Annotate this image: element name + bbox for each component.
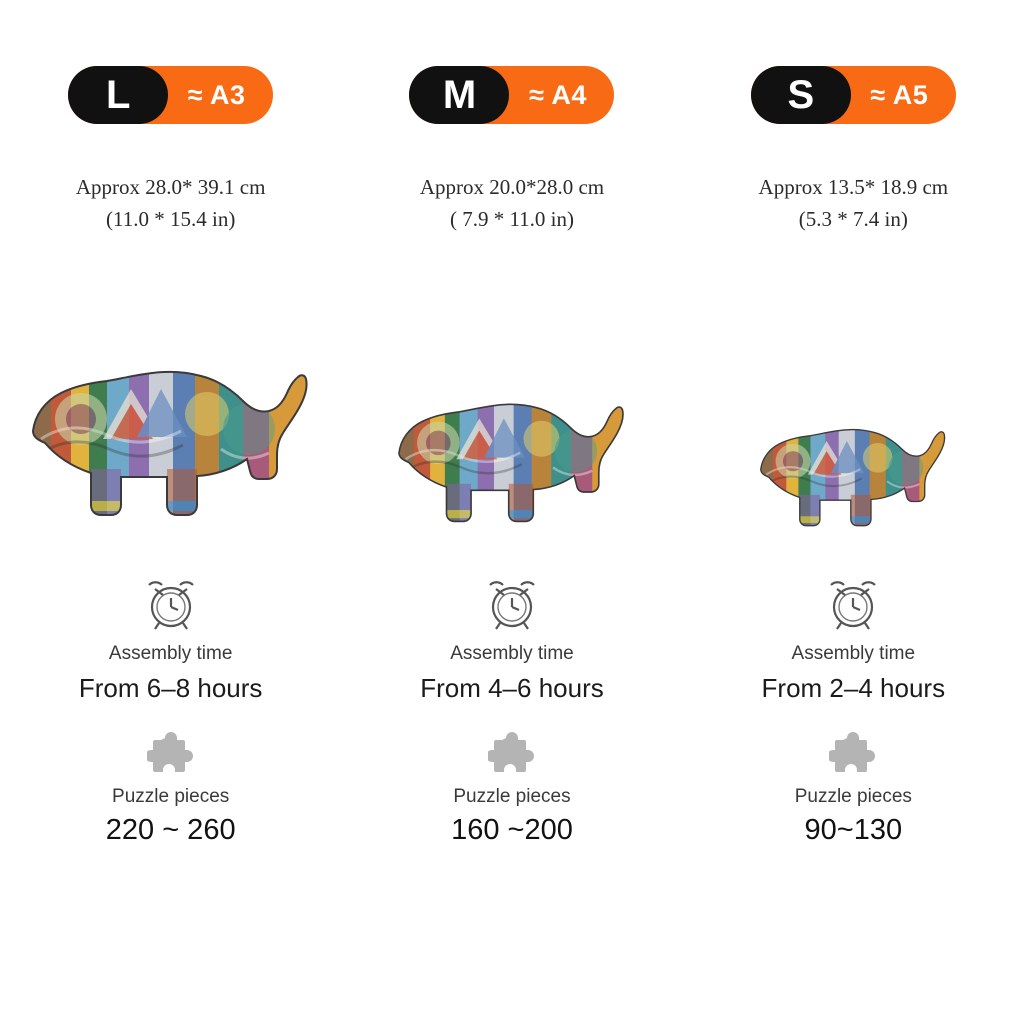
- size-column-medium: [341, 0, 682, 1024]
- alarm-clock-icon: [480, 571, 544, 633]
- alarm-clock-icon: [139, 571, 203, 633]
- paper-equivalent-medium: ≈ A4: [529, 79, 587, 110]
- dimensions-medium: [420, 172, 604, 235]
- alarm-clock-icon: [821, 571, 885, 633]
- badge-wrap-small: [751, 64, 956, 126]
- paper-equivalent-large: ≈ A3: [187, 79, 246, 110]
- assembly-label-large: Assembly time: [108, 643, 233, 664]
- size-badge-medium: [409, 66, 614, 124]
- pieces-value-large: 220 ~ 260: [105, 814, 236, 846]
- dimensions-cm-small: Approx 13.5* 18.9 cm: [758, 175, 949, 199]
- assembly-block-medium: [420, 571, 604, 704]
- puzzle-piece-icon: [147, 732, 195, 780]
- size-column-large: [0, 0, 341, 1024]
- dimensions-large: [76, 172, 266, 235]
- size-column-small: [683, 0, 1024, 1024]
- assembly-label-small: Assembly time: [791, 643, 916, 664]
- dimensions-in-large: (11.0 * 15.4 in): [106, 206, 236, 231]
- assembly-block-small: [762, 571, 946, 704]
- rhino-illustration-small: [683, 279, 1024, 549]
- assembly-block-large: [79, 571, 263, 704]
- rhino-illustration-large: [0, 279, 341, 549]
- size-letter-small: S: [751, 66, 851, 124]
- pieces-block-small: [795, 732, 912, 847]
- size-badge-large: [68, 66, 273, 124]
- size-letter-medium: M: [409, 66, 509, 124]
- size-letter-large: L: [68, 66, 168, 124]
- puzzle-piece-icon: [829, 732, 877, 780]
- dimensions-in-small: (5.3 * 7.4 in): [798, 206, 908, 231]
- rhino-illustration-medium: [341, 279, 682, 549]
- pieces-value-medium: 160 ~200: [451, 814, 573, 846]
- pieces-block-large: [106, 732, 236, 847]
- assembly-value-medium: From 4–6 hours: [420, 673, 604, 703]
- paper-equivalent-small: ≈ A5: [870, 79, 929, 110]
- badge-wrap-large: [68, 64, 273, 126]
- pieces-label-small: Puzzle pieces: [794, 786, 912, 807]
- badge-wrap-medium: [409, 64, 614, 126]
- pieces-value-small: 90~130: [804, 814, 903, 846]
- dimensions-cm-medium: Approx 20.0*28.0 cm: [419, 175, 605, 199]
- dimensions-in-medium: ( 7.9 * 11.0 in): [449, 206, 575, 231]
- pieces-label-large: Puzzle pieces: [112, 786, 230, 807]
- assembly-value-small: From 2–4 hours: [761, 673, 946, 703]
- dimensions-cm-large: Approx 28.0* 39.1 cm: [75, 175, 266, 199]
- pieces-label-medium: Puzzle pieces: [453, 786, 571, 807]
- assembly-label-medium: Assembly time: [450, 643, 574, 664]
- dimensions-small: [759, 172, 949, 235]
- pieces-block-medium: [451, 732, 573, 847]
- size-badge-small: [751, 66, 956, 124]
- assembly-value-large: From 6–8 hours: [78, 673, 263, 703]
- puzzle-piece-icon: [488, 732, 536, 780]
